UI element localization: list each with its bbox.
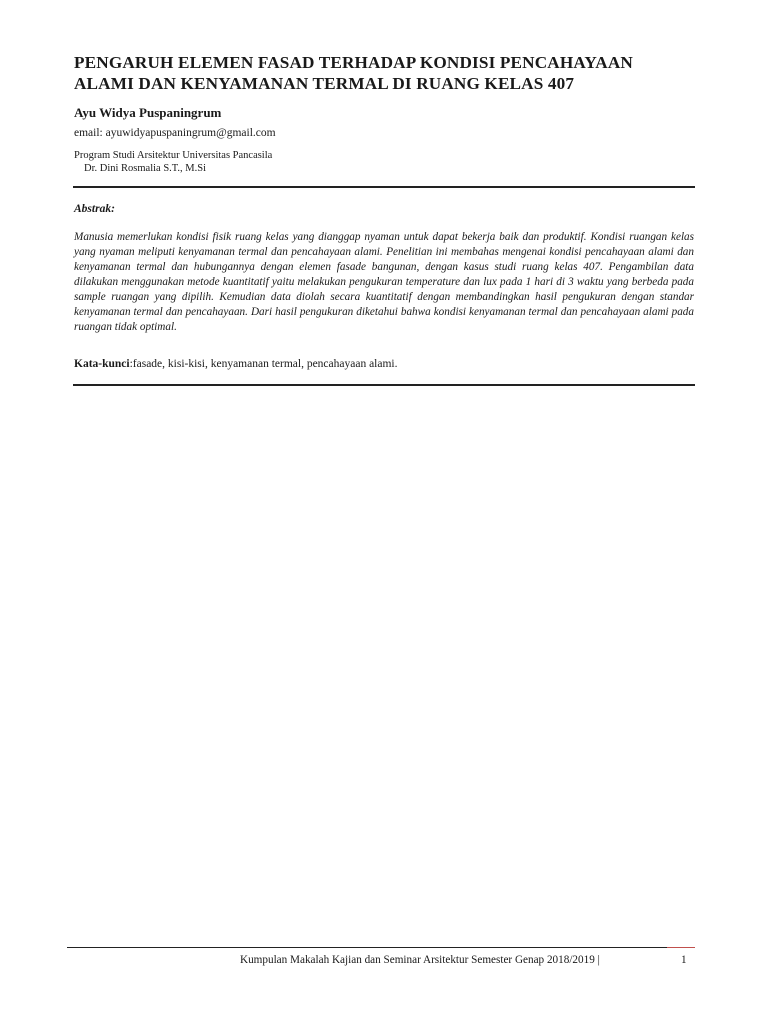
footer-accent-line xyxy=(667,947,695,948)
bottom-divider xyxy=(73,384,695,386)
abstract-heading: Abstrak: xyxy=(74,203,115,215)
top-divider xyxy=(73,186,695,188)
footer-journal-name: Kumpulan Makalah Kajian dan Seminar Arsitektur Semester Genap 2018/2019 | xyxy=(240,954,600,966)
affiliation-text: Program Studi Arsitektur Universitas Pancasila xyxy=(74,150,273,161)
author-email: email: ayuwidyapuspaningrum@gmail.com xyxy=(74,127,276,139)
author-name: Ayu Widya Puspaningrum xyxy=(74,105,222,120)
title-line-2: ALAMI DAN KENYAMANAN TERMAL DI RUANG KELAS 407 xyxy=(74,74,575,93)
author-affiliation xyxy=(74,149,272,175)
paper-title xyxy=(74,52,694,94)
advisor-text: Dr. Dini Rosmalia S.T., M.Si xyxy=(84,163,207,174)
keywords-text: :fasade, kisi-kisi, kenyamanan termal, pencahayaan alami. xyxy=(129,358,398,370)
keywords-label: Kata-kunci xyxy=(74,358,130,370)
title-line-1: PENGARUH ELEMEN FASAD TERHADAP KONDISI PENCAHAYAAN xyxy=(74,53,633,72)
page-number: 1 xyxy=(681,954,687,966)
keywords xyxy=(74,358,398,370)
footer-divider xyxy=(67,947,695,948)
abstract-body: Manusia memerlukan kondisi fisik ruang kelas yang dianggap nyaman untuk dapat bekerja baik dan produktif. Kondisi ruangan kelas yang nyaman meliputi kenyamanan termal dan pencahayaan alami. Penelitian ini membahas mengenai kondisi pencahayaan alami dan kenyamanan termal dan hubungannya dengan elemen fasade bangunan, dengan kasus studi ruang kelas 407. Pengambilan data dilakukan menggunakan metode kuantitatif yaitu melakukan pengukuran temperature dan lux pada 1 hari di 3 waktu yang berbeda pada sample ruangan yang dipilih. Kemudian data diolah secara kuantitatif dengan membandingkan hasil pengukuran dengan standar kenyamanan termal dan pencahayaan. Dari hasil pengukuran diketahui bahwa kondisi kenyamanan termal dan pencahayaan alami pada ruangan tidak optimal. xyxy=(74,231,694,333)
